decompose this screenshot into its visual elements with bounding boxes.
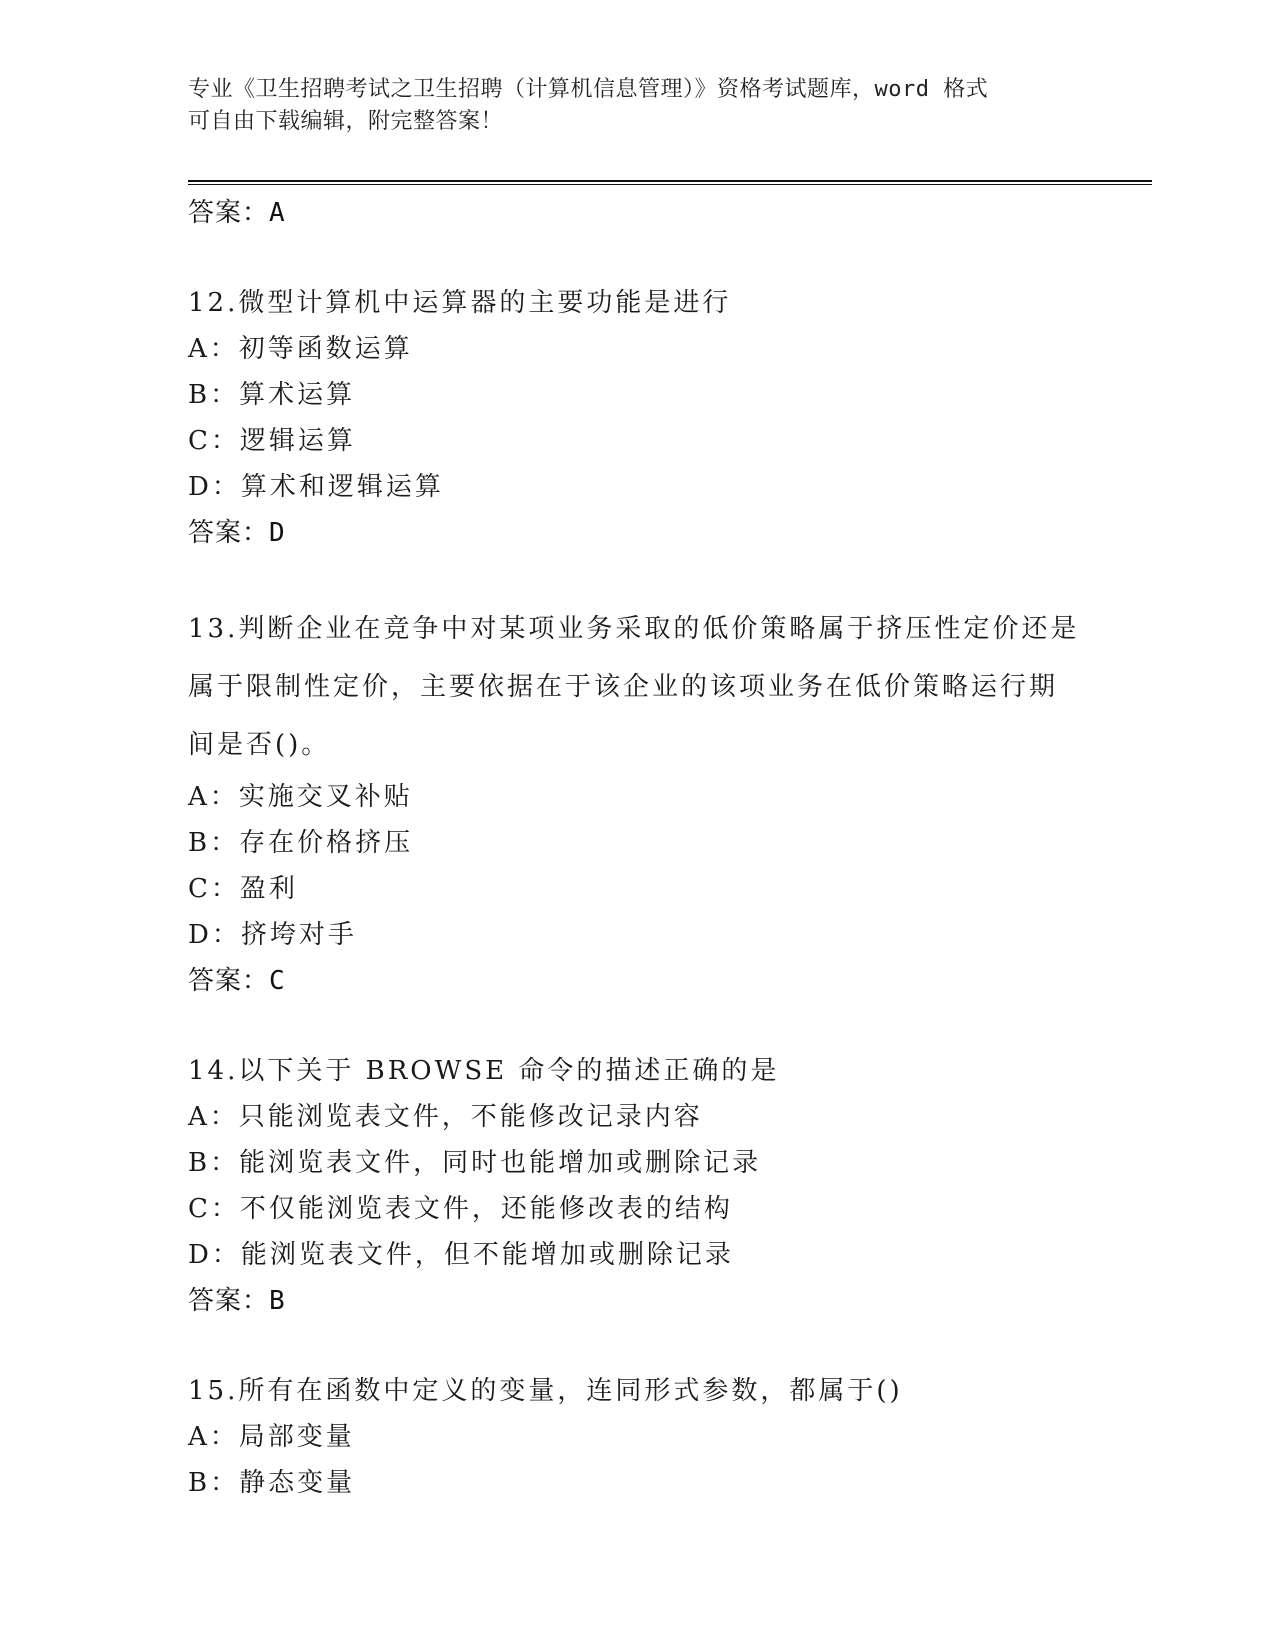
option-b: B：能浏览表文件，同时也能增加或删除记录 xyxy=(188,1148,762,1178)
question-15 xyxy=(188,1368,1118,1506)
question-12 xyxy=(188,280,1118,556)
answer: 答案：B xyxy=(188,1286,286,1316)
spacer xyxy=(188,236,1118,280)
option-d: D：算术和逻辑运算 xyxy=(188,472,444,502)
question-14 xyxy=(188,1048,1118,1324)
question-stem: 14.以下关于 BROWSE 命令的描述正确的是 xyxy=(188,1056,780,1086)
option-a: A：局部变量 xyxy=(188,1422,355,1452)
question-list xyxy=(188,190,1118,1506)
option-c: C：逻辑运算 xyxy=(188,426,356,456)
answer: 答案：C xyxy=(188,966,286,996)
option-d: D：挤垮对手 xyxy=(188,920,357,950)
option-a: A：实施交叉补贴 xyxy=(188,782,413,812)
option-d: D：能浏览表文件，但不能增加或删除记录 xyxy=(188,1240,734,1270)
answer: 答案：D xyxy=(188,518,286,548)
question-stem-line-2: 属于限制性定价，主要依据在于该企业的该项业务在低价策略运行期 xyxy=(188,672,1059,702)
spacer xyxy=(188,1324,1118,1368)
header-rule-thin xyxy=(188,184,1152,185)
previous-answer: 答案：A xyxy=(188,198,286,228)
header-line-2: 可自由下载编辑，附完整答案！ xyxy=(188,109,504,134)
option-c: C：盈利 xyxy=(188,874,298,904)
question-stem: 15.所有在函数中定义的变量，连同形式参数，都属于() xyxy=(188,1376,903,1406)
spacer xyxy=(188,1004,1118,1048)
option-b: B：存在价格挤压 xyxy=(188,828,414,858)
header-rule xyxy=(188,180,1152,182)
option-b: B：算术运算 xyxy=(188,380,356,410)
option-a: A：初等函数运算 xyxy=(188,334,413,364)
spacer xyxy=(188,556,1118,600)
question-13 xyxy=(188,600,1118,1004)
header-line-1: 专业《卫生招聘考试之卫生招聘（计算机信息管理）》资格考试题库，word 格式 xyxy=(188,77,989,102)
option-a: A：只能浏览表文件，不能修改记录内容 xyxy=(188,1102,703,1132)
question-stem-line-1: 13.判断企业在竞争中对某项业务采取的低价策略属于挤压性定价还是 xyxy=(188,614,1080,644)
question-stem: 12.微型计算机中运算器的主要功能是进行 xyxy=(188,288,732,318)
document-header xyxy=(188,74,1088,138)
option-b: B：静态变量 xyxy=(188,1468,356,1498)
option-c: C：不仅能浏览表文件，还能修改表的结构 xyxy=(188,1194,733,1224)
question-stem-line-3: 间是否()。 xyxy=(188,730,331,760)
